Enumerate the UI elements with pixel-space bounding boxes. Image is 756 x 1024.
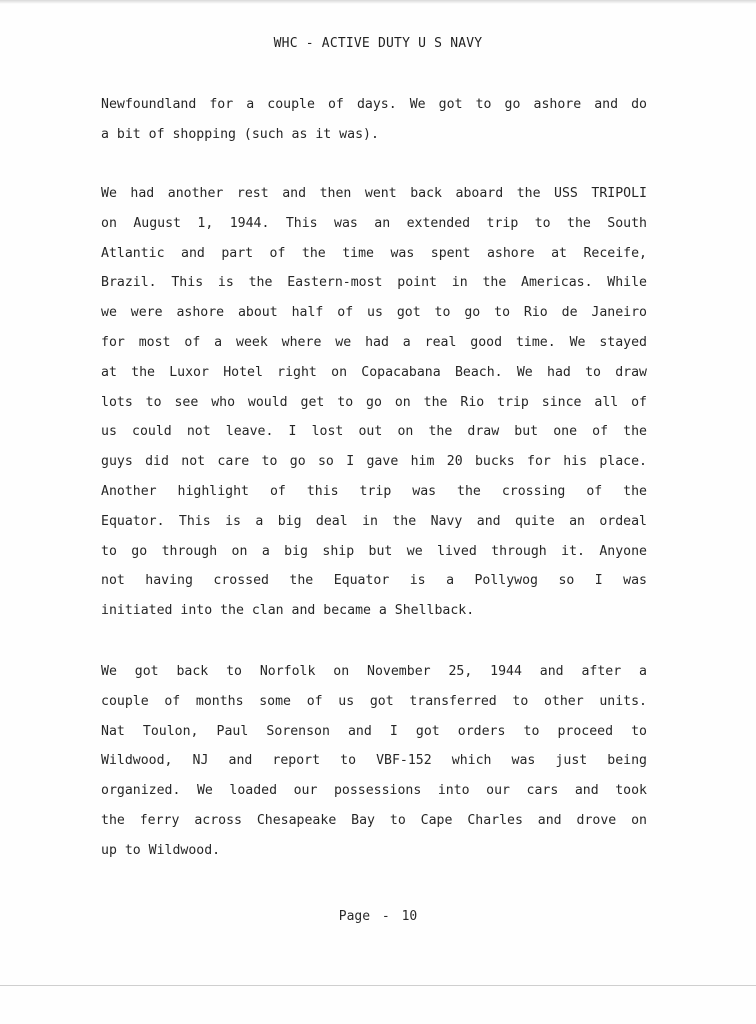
paragraph-line: the ferry across Chesapeake Bay to Cape Charles and drove on <box>101 812 647 828</box>
page-number: 10 <box>401 909 418 924</box>
paragraph-line: initiated into the clan and became a Shellback. <box>101 603 475 619</box>
paragraph-line: Another highlight of this trip was the crossing of the <box>101 483 647 499</box>
paragraph-line: up to Wildwood. <box>101 842 221 858</box>
scan-edge-top <box>0 0 756 4</box>
paragraph-line: lots to see who would get to go on the Rio trip since all of <box>101 394 647 410</box>
paragraph-line: Atlantic and part of the time was spent ashore at Receife, <box>101 245 647 261</box>
paragraph-line: Newfoundland for a couple of days. We got to go ashore and do <box>101 97 647 112</box>
page-separator: - <box>381 909 390 924</box>
page-header: WHC - ACTIVE DUTY U S NAVY <box>273 36 483 51</box>
page-label: Page <box>338 909 371 924</box>
paragraph-line: Equator. This is a big deal in the Navy and quite an ordeal <box>101 513 647 529</box>
paragraph-line: for most of a week where we had a real good time. We stayed <box>101 334 647 350</box>
paragraph-line: couple of months some of us got transferred to other units. <box>101 693 647 709</box>
paragraph-line: on August 1, 1944. This was an extended trip to the South <box>101 215 647 231</box>
paragraph-line: Brazil. This is the Eastern-most point in the Americas. While <box>101 275 647 291</box>
page-footer <box>0 909 756 924</box>
paragraph-line: guys did not care to go so I gave him 20 bucks for his place. <box>101 454 647 470</box>
paragraph-line: us could not leave. I lost out on the draw but one of the <box>101 424 647 440</box>
paragraph-3 <box>101 657 647 866</box>
paragraph-line: at the Luxor Hotel right on Copacabana Beach. We had to draw <box>101 364 647 380</box>
paragraph-line: organized. We loaded our possessions into our cars and took <box>101 783 647 799</box>
paragraph-line: We had another rest and then went back aboard the USS TRIPOLI <box>101 186 647 201</box>
paragraph-line: not having crossed the Equator is a Pollywog so I was <box>101 573 647 589</box>
paragraph-line: we were ashore about half of us got to go to Rio de Janeiro <box>101 305 647 321</box>
paragraph-1 <box>101 90 647 150</box>
paragraph-line: a bit of shopping (such as it was). <box>101 126 379 142</box>
paragraph-line: We got back to Norfolk on November 25, 1944 and after a <box>101 664 647 679</box>
paragraph-2 <box>101 179 647 626</box>
paragraph-line: Nat Toulon, Paul Sorenson and I got orders to proceed to <box>101 723 647 739</box>
paragraph-line: to go through on a big ship but we lived through it. Anyone <box>101 543 647 559</box>
scan-edge-bottom <box>0 985 756 986</box>
paragraph-line: Wildwood, NJ and report to VBF-152 which was just being <box>101 753 647 769</box>
